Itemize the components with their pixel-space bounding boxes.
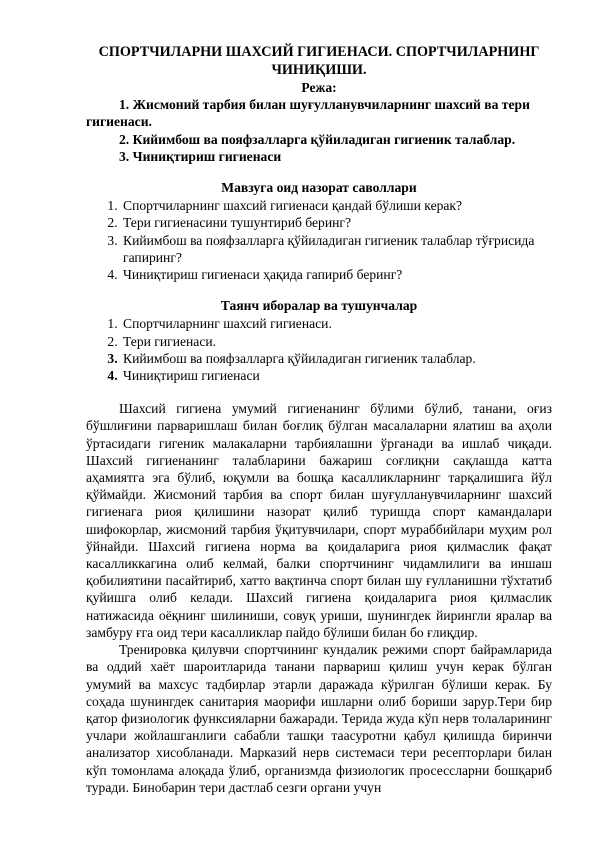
- concept-item: 4. Чиниқтириш гигиенаси: [121, 367, 552, 384]
- document-title: СПОРТЧИЛАРНИ ШАХСИЙ ГИГИЕНАСИ. СПОРТЧИЛАРНИНГ ЧИНИҚИШИ.: [98, 44, 540, 78]
- question-item: 2. Тери гигиенасини тушунтириб беринг?: [121, 214, 552, 231]
- concept-item: 1. Спортчиларнинг шахсий гигиенаси.: [121, 315, 552, 332]
- plan-item: 2. Кийимбош ва пояфзалларга қўйиладиган гигиеник талаблар.: [119, 131, 516, 147]
- concept-item: 2. Тери гигиенаси.: [121, 333, 552, 350]
- question-item: 1. Спортчиларнинг шахсий гигиенаси қандай бўлиши керак?: [121, 197, 552, 214]
- question-item: 3. Кийимбош ва пояфзалларга қўйиладиган гигиеник талаблар тўғрисида гапиринг?: [121, 232, 552, 266]
- plan-heading: Режа:: [301, 80, 337, 95]
- concept-item: 3. Кийимбош ва пояфзалларга қўйиладиган гигиеник талаблар.: [121, 350, 552, 367]
- concepts-list: [86, 315, 552, 384]
- document-page: [86, 44, 552, 796]
- question-item: 4. Чиниқтириш гигиенаси ҳақида гапириб беринг?: [121, 266, 552, 283]
- questions-heading: Мавзуга оид назорат саволлари: [221, 180, 417, 196]
- body-paragraph: Шахсий гигиена умумий гигиенанинг бўлими бўлиб, танани, оғиз бўшлиғини парваришлаш билан боғлиқ бўлган масалаларни ялатиш ва аҳоли ўртасидаги гигеник малакаларни тарбиялашни ўрганади ва ишлаб чиқади. Шахсий гигиенанинг талабларини бажариш соғлиқни сақлашда катта аҳамиятга эга бўлиб, юқумли ва бошқа касалликларнинг тарқалишига йўл қўймайди. Жисмоний тарбия ва спорт билан шуғулланувчиларнинг шахсий гигиенага риоя қилишини назорат қилиб туришда спорт камандалари шифокорлар, жисмоний тарбия ўқитувчилари, спорт мураббийлари муҳим рол ўйнайди. Шахсий гигиена норма ва қоидаларига риоя қилмаслик фақат касалликкагина олиб келмай, балки спортчининг чидамлилиги ва иншаш қобилиятини пасайтириб, хатто вақтинча спорт билан шу ғулланишни тўхтатиб қуйишга олиб келади. Шахсий гигиена қоидаларига риоя қилмаслик натижасида оёқнинг шилиниши, совуқ уриши, шунингдек йирингли яралар ва замбуру ғга оид тери касалликлар пайдо бўлиши билан бо ғлиқдир.: [86, 401, 552, 640]
- body-paragraph: Тренировка қилувчи спортчининг кундалик режими спорт байрамларида ва оддий хаёт шароитларида танани парвариш қилиш учун керак бўлган умумий ва махсус тадбирлар этарли даражада кўрилган бўлиши керак. Бу соҳада шунингдек санитария маорифи ишларни олиб бориши зарур.Тери бир қатор физиологик функсияларни бажаради. Терида жуда кўп нерв толаларининг учлари жойлашганлиги сабабли ташқи таасуротни қабул қилишда биринчи анализатор хисобланади. Марказий нерв системаси тери ресепторлари билан кўп томонлама алоқада ўлиб, организмда физиологик просессларни бошқариб туради. Бинобарин тери дастлаб сезги органи учун: [86, 642, 552, 795]
- questions-list: [86, 197, 552, 283]
- plan-item: 3. Чиниқтириш гигиенаси: [119, 148, 282, 164]
- plan-item: 1. Жисмоний тарбия билан шуғулланувчиларнинг шахсий ва тери гигиенаси.: [86, 97, 530, 130]
- concepts-heading: Таянч иборалар ва тушунчалар: [220, 298, 418, 314]
